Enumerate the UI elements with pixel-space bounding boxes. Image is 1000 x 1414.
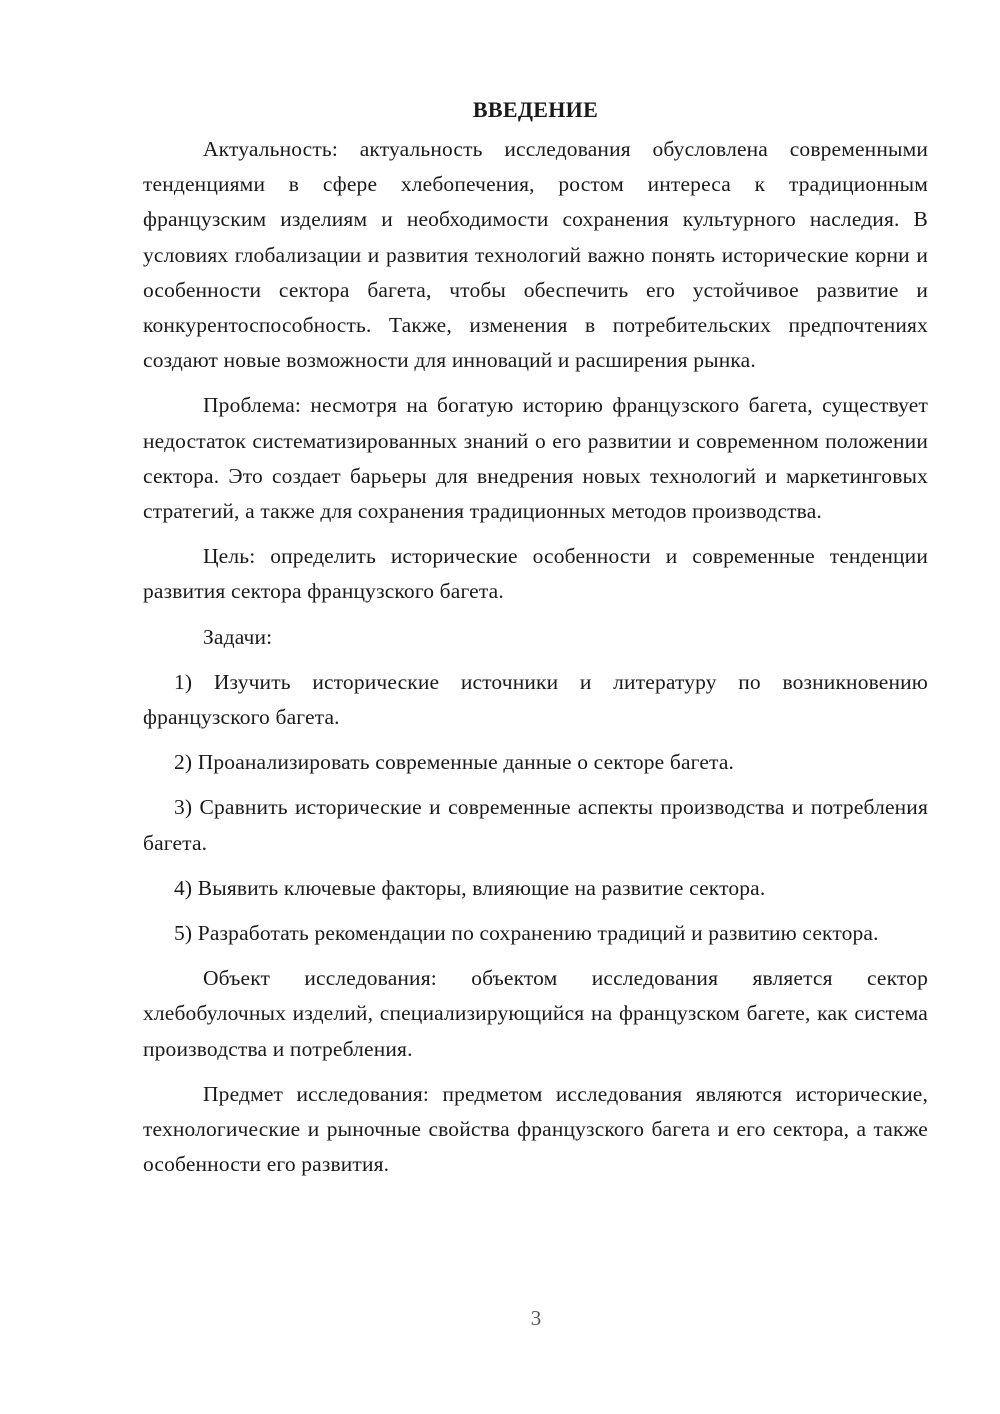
task-item-1: 1) Изучить исторические источники и литературу по возникновению французского багета.	[143, 669, 928, 730]
paragraph-problem: Проблема: несмотря на богатую историю французского багета, существует недостаток систематизированных знаний о его развитии и современном положении сектора. Это создает барьеры для внедрения новых технологий и маркетинговых стратегий, а также для сохранения традиционных методов производства.	[143, 393, 928, 524]
task-item-4: 4) Выявить ключевые факторы, влияющие на развитие сектора.	[174, 875, 766, 900]
document-page	[143, 92, 928, 1192]
paragraph-relevance: Актуальность: актуальность исследования обусловлена современными тенденциями в сфере хлебопечения, ростом интереса к традиционным французским изделиям и необходимости сохранения культурного наследия. В условиях глобализации и развития технологий важно понять исторические корни и особенности сектора багета, чтобы обеспечить его устойчивое развитие и конкурентоспособность. Также, изменения в потребительских предпочтениях создают новые возможности для инноваций и расширения рынка.	[143, 137, 928, 373]
document-title: ВВЕДЕНИЕ	[472, 97, 599, 122]
paragraph-object: Объект исследования: объектом исследования является сектор хлебобулочных изделий, специализирующийся на французском багете, как система производства и потребления.	[143, 966, 928, 1061]
task-item-5: 5) Разработать рекомендации по сохранению традиций и развитию сектора.	[174, 921, 879, 946]
paragraph-goal: Цель: определить исторические особенности и современные тенденции развития сектора французского багета.	[143, 544, 928, 604]
task-item-2: 2) Проанализировать современные данные о секторе багета.	[174, 750, 735, 775]
task-item-3: 3) Сравнить исторические и современные аспекты производства и потребления багета.	[143, 795, 928, 855]
page-number: 3	[530, 1306, 542, 1330]
paragraph-subject: Предмет исследования: предметом исследования являются исторические, технологические и рыночные свойства французского багета и его сектора, а также особенности его развития.	[143, 1081, 928, 1177]
paragraph-tasks-heading: Задачи:	[203, 624, 273, 649]
